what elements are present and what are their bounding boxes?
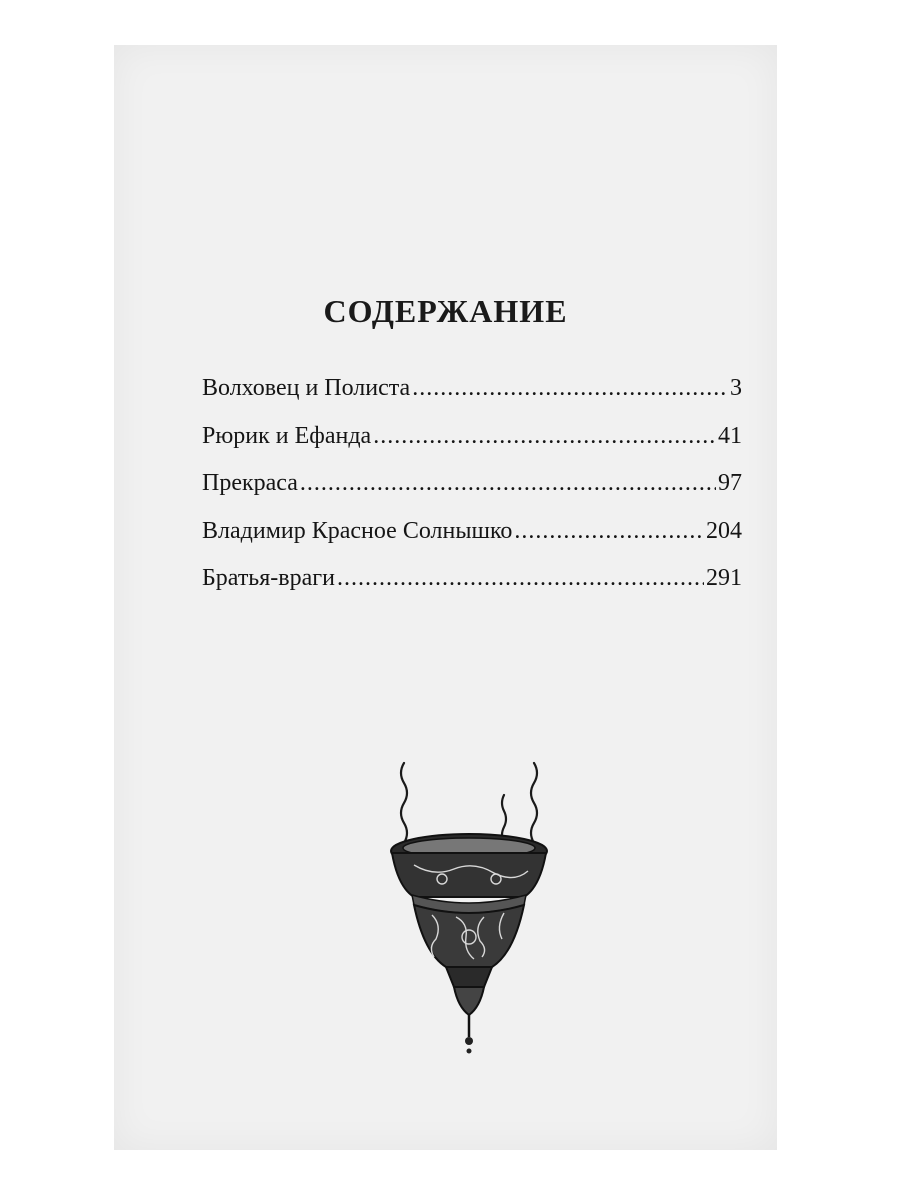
toc-entry-title: Прекраса [202,470,298,496]
book-page [114,45,777,1150]
toc-entry-page: 41 [718,422,742,449]
toc-dot-leader [337,563,704,593]
toc-list [202,373,742,611]
hanging-oil-lamp-icon [384,755,554,1055]
toc-entry [202,421,742,469]
toc-heading: СОДЕРЖАНИЕ [323,293,568,329]
toc-dot-leader [412,373,728,403]
toc-entry [202,563,742,611]
toc-entry-page: 97 [718,470,742,496]
toc-entry-page: 204 [706,517,742,544]
toc-entry-page: 291 [706,565,742,591]
toc-dot-leader [373,421,716,451]
toc-entry-title: Волховец и Полиста [202,375,411,401]
toc-entry-page: 3 [730,375,742,401]
toc-entry-title: Владимир Красное Солнышко [202,517,513,544]
toc-dot-leader [514,516,704,546]
toc-dot-leader [300,468,716,498]
toc-entry-title: Братья-враги [202,565,335,591]
toc-entry [202,468,742,516]
toc-entry-title: Рюрик и Ефанда [202,422,372,449]
toc-entry [202,373,742,421]
toc-entry [202,516,742,564]
